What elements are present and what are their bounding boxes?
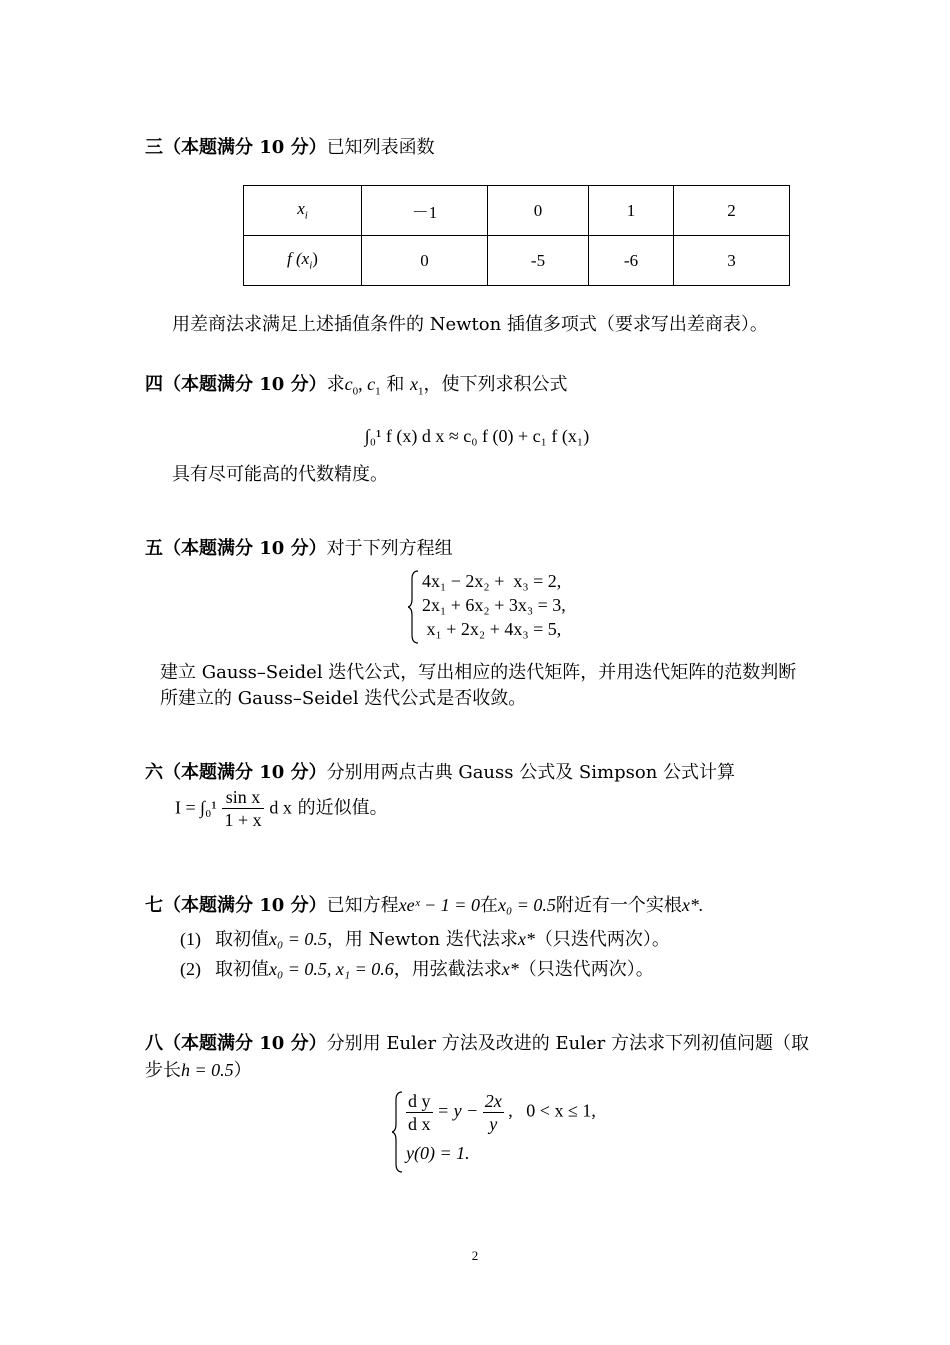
- q5-system: [408, 569, 566, 641]
- page-number: 2: [471, 1248, 479, 1263]
- q5-number: 五: [145, 538, 163, 559]
- table-row-fx: [244, 236, 790, 286]
- q3-tag: （本题满分 10 分）: [163, 137, 327, 158]
- q7-tag: （本题满分 10 分）: [163, 895, 327, 916]
- q8-system: $\frac{\text{d y}}{\text{d x}}$ = y − $\frac{2x}{y}$ , 0 < x ≤ 1, y(0) = 1.: [392, 1090, 596, 1165]
- q5-after2: 所建立的 Gauss–Seidel 迭代公式是否收敛。: [160, 688, 527, 709]
- 2x-over-y-fraction: $\frac{2x}{y}$: [484, 1091, 502, 1134]
- q7-part2: (2) 取初值x₀ = 0.5, x₁ = 0.6，用弦截法求x*（只迭代两次）。: [180, 959, 654, 980]
- q8-text2: 步长h = 0.5）: [145, 1060, 252, 1081]
- left-brace-icon: [392, 1090, 404, 1174]
- q6-dx: d x: [269, 797, 292, 818]
- q7-equation: xeˣ − 1 = 0: [398, 895, 480, 915]
- q7-part1: (1) 取初值x₀ = 0.5，用 Newton 迭代法求x*（只迭代两次）。: [180, 929, 670, 950]
- q8-tag: （本题满分 10 分）: [163, 1033, 327, 1054]
- q4-heading: 四（本题满分 10 分）求$c_0$, $c_1$ 和 $x_1$，使下列求积公式: [145, 374, 568, 398]
- row-label-fx: f $(x_i)$: [244, 236, 362, 286]
- table-row-x: [244, 186, 790, 236]
- q5-eq1: 4x₁ − 2x₂ + x₃ = 2,: [422, 571, 562, 591]
- q5-eq3: x₁ + 2x₂ + 4x₃ = 5,: [422, 619, 562, 639]
- cell-x-3: 2: [674, 186, 790, 236]
- cell-x-0: －1: [362, 186, 488, 236]
- cell-fx-1: -5: [488, 236, 589, 286]
- q5-eq2: 2x₁ + 6x₂ + 3x₃ = 3,: [422, 595, 566, 615]
- q3-heading: [145, 135, 809, 161]
- q6-integral: [175, 786, 388, 831]
- q8-heading: [145, 1031, 809, 1057]
- q4-text-pre: 求: [326, 374, 345, 395]
- q7-number: 七: [145, 895, 163, 916]
- q5-heading: [145, 536, 809, 562]
- cell-fx-3: 3: [674, 236, 790, 286]
- cell-x-2: 1: [589, 186, 674, 236]
- cell-fx-2: -6: [589, 236, 674, 286]
- q6-heading: [145, 760, 809, 786]
- q7-heading: 七（本题满分 10 分）已知方程xeˣ − 1 = 0在x₀ = 0.5附近有一个实根x*.: [145, 895, 704, 916]
- q5-tag: （本题满分 10 分）: [163, 538, 327, 559]
- interpolation-table: [243, 185, 790, 286]
- q8-init: y(0) = 1.: [406, 1143, 470, 1163]
- q8-text1: 分别用 Euler 方法及改进的 Euler 方法求下列初值问题（取: [326, 1033, 809, 1054]
- q6-lhs: I = ∫₀¹: [175, 797, 217, 818]
- cell-x-1: 0: [488, 186, 589, 236]
- q6-number: 六: [145, 762, 163, 783]
- q5-after1: 建立 Gauss–Seidel 迭代公式，写出相应的迭代矩阵，并用迭代矩阵的范数判断: [160, 662, 797, 683]
- q5-text: 对于下列方程组: [326, 538, 453, 559]
- q4-number: 四: [145, 374, 163, 395]
- q3-text: 已知列表函数: [326, 137, 435, 158]
- dy-dx-fraction: $\frac{\text{d y}}{\text{d x}}$: [408, 1091, 431, 1134]
- q6-text: 分别用两点古典 Gauss 公式及 Simpson 公式计算: [326, 762, 736, 783]
- q4-formula: ∫₀¹ f (x) d x ≈ c₀ f (0) + c₁ f (x₁): [364, 426, 590, 446]
- q3-number: 三: [145, 137, 163, 158]
- q3-instruction: 用差商法求满足上述插值条件的 Newton 插值多项式（要求写出差商表）。: [172, 314, 768, 335]
- q4-tag: （本题满分 10 分）: [163, 374, 327, 395]
- q6-fraction: $\frac{\text{sin x}}{1 + x}$: [224, 787, 262, 830]
- row-label-x: $x_i$: [244, 186, 362, 236]
- q6-tag: （本题满分 10 分）: [163, 762, 327, 783]
- q8-number: 八: [145, 1033, 163, 1054]
- q6-tail: 的近似值。: [297, 797, 388, 819]
- left-brace-icon: [408, 569, 420, 645]
- cell-fx-0: 0: [362, 236, 488, 286]
- q4-text-post: ，使下列求积公式: [423, 374, 568, 395]
- q4-after: 具有尽可能高的代数精度。: [172, 464, 388, 485]
